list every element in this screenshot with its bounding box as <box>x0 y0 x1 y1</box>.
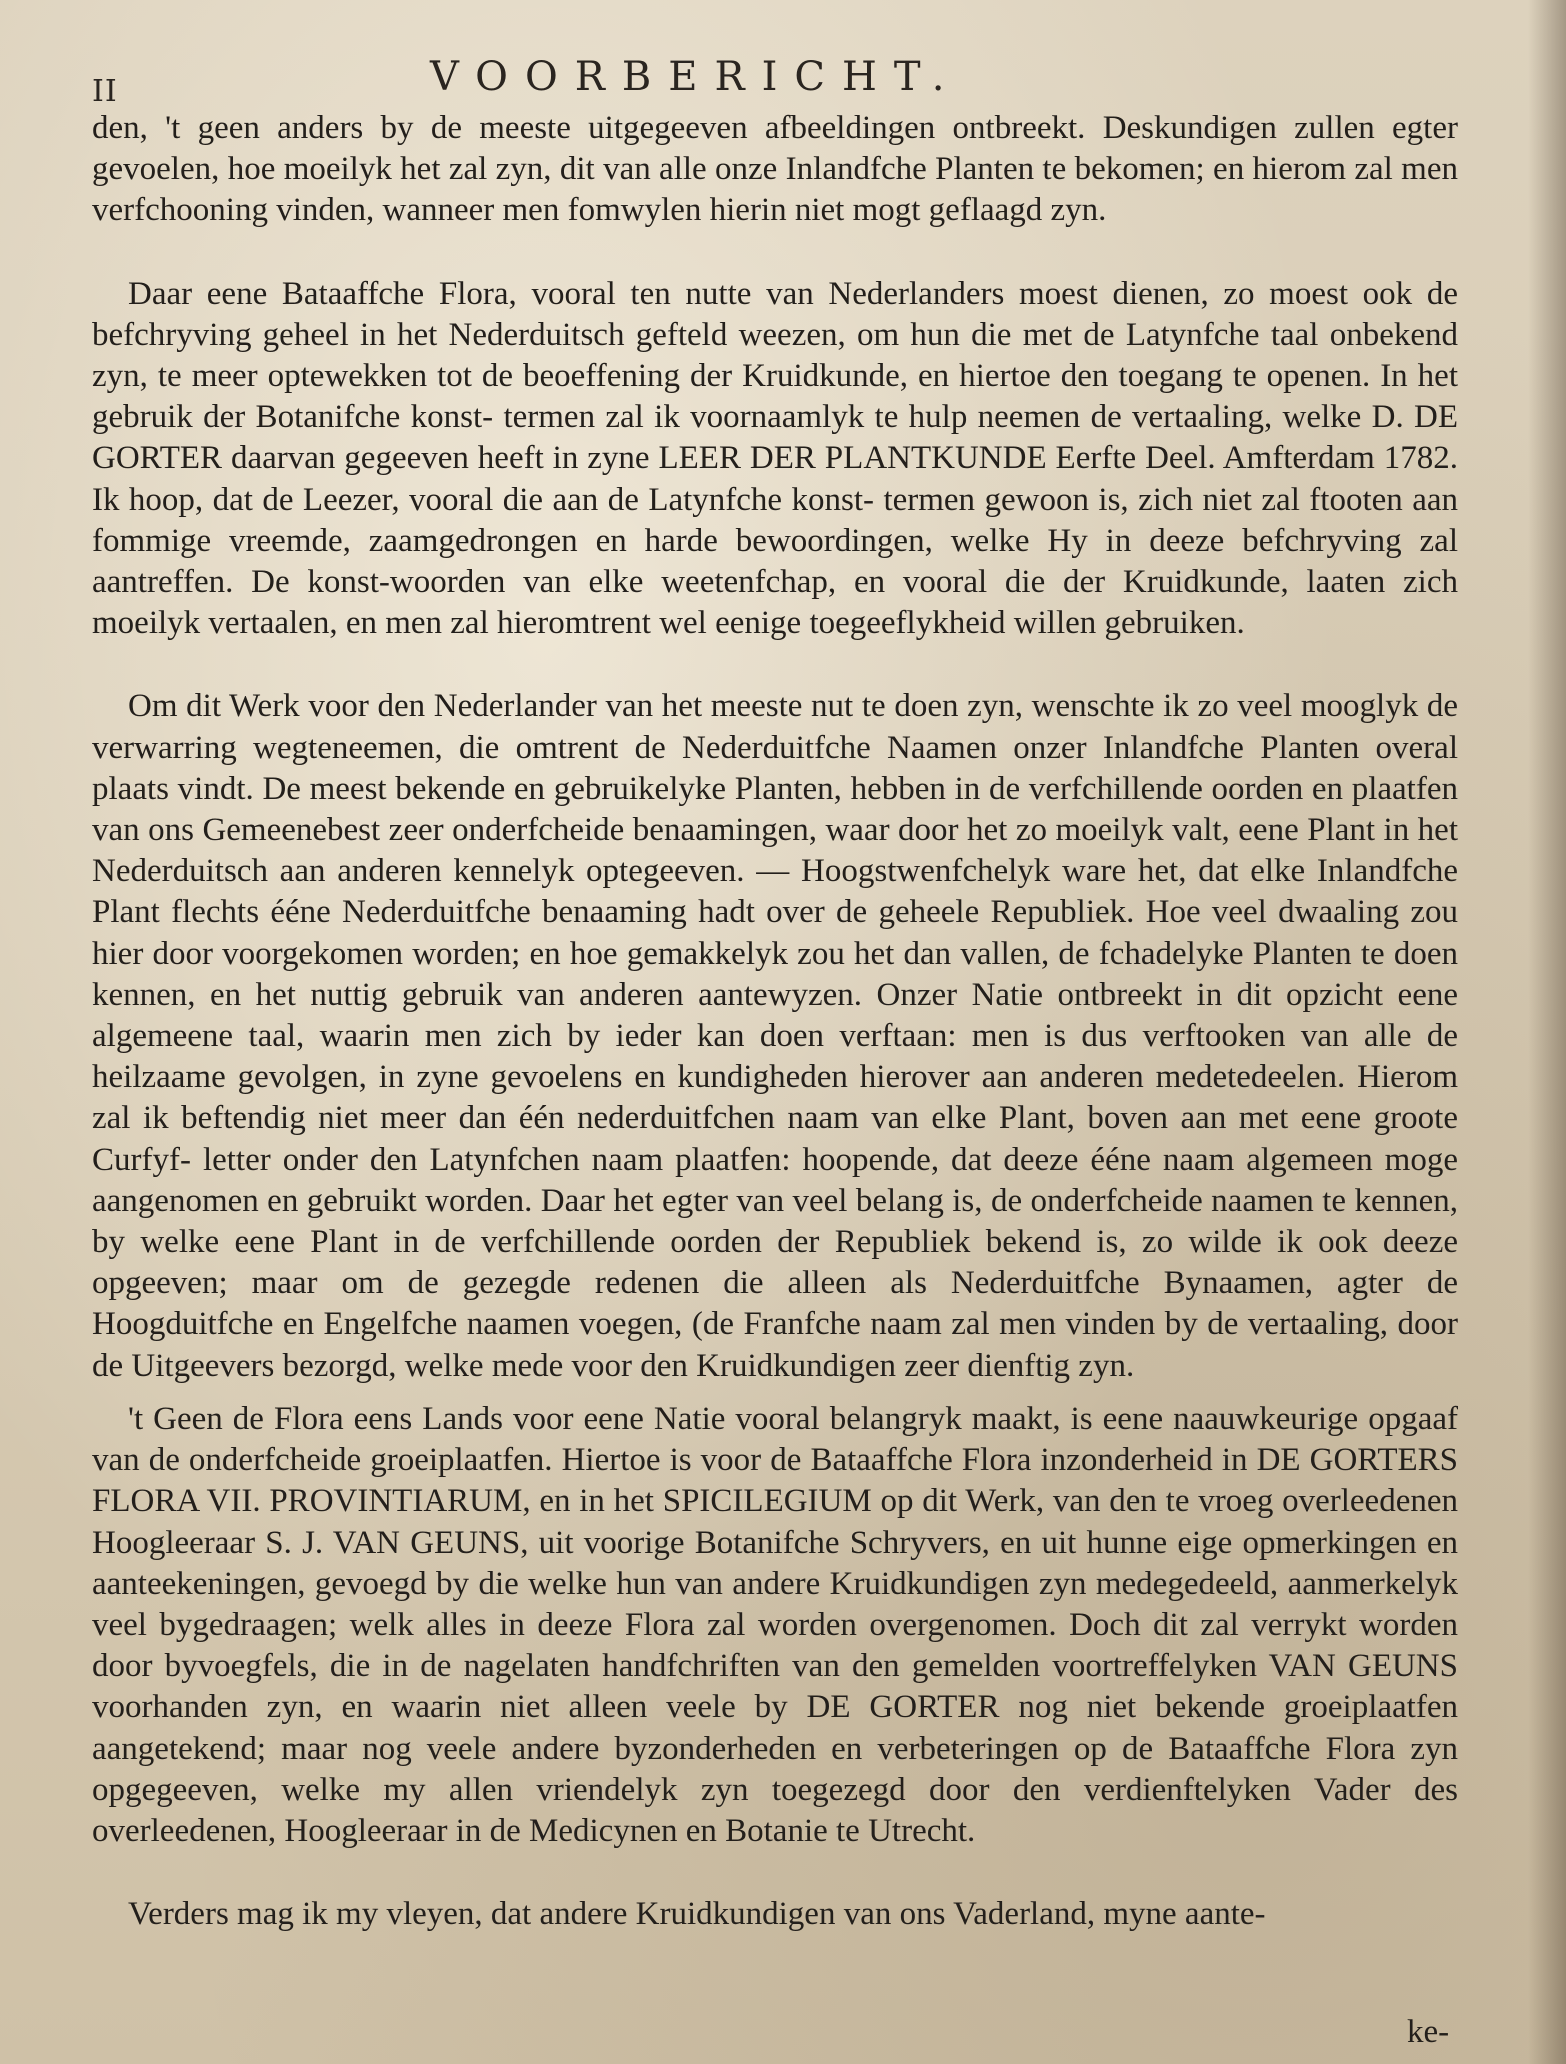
paragraph-spacer <box>92 232 1458 274</box>
paragraph-2: Daar eene Bataaffche Flora, vooral ten nutte van Nederlanders moest dienen, zo moest ook de befchryving geheel in het Nederduitsch gefteld weezen, om hun die met de Latynfche taal onbekend zyn, te meer optewekken tot de beoeffening der Kruidkunde, en hiertoe den toegang te openen. In het gebruik der Botanifche konst- termen zal ik voornaamlyk te hulp neemen de vertaaling, welke D. DE GORTER daarvan gegeeven heeft in zyne LEER DER PLANTKUNDE Eerfte Deel. Amfterdam 1782. Ik hoop, dat de Leezer, vooral die aan de Latynfche konst- termen gewoon is, zich niet zal ftooten aan fommige vreemde, zaamgedrongen en harde bewoordingen, welke Hy in deeze befchryving zal aantreffen. De konst-woorden van elke weetenfchap, en vooral die der Kruidkunde, laaten zich moeilyk vertaalen, en men zal hieromtrent wel eenige toegeeflykheid willen gebruiken. <box>92 275 1458 642</box>
paragraph-spacer <box>92 644 1458 686</box>
catchword: ke- <box>1407 2014 1450 2050</box>
running-head: VOORBERICHT. <box>430 54 962 100</box>
paragraph-1: den, 't geen anders by de meeste uitgegeeven afbeeldingen ontbreekt. Deskundigen zullen egter gevoelen, hoe moeilyk het zal zyn, dit van alle onze Inlandfche Planten te bekomen; en hierom zal men verfchooning vinden, wanneer men fomwylen hierin niet mogt geflaagd zyn. <box>92 110 1458 229</box>
paragraph-4: 't Geen de Flora eens Lands voor eene Natie vooral belangryk maakt, is eene naauwkeurige opgaaf van de onderfcheide groeiplaatfen. Hiertoe is voor de Bataaffche Flora inzonderheid in DE GORTERS FLORA VII. PROVINTIARUM, en in het SPICILEGIUM op dit Werk, van den te vroeg overleedenen Hoogleeraar S. J. VAN GEUNS, uit voorige Botanifche Schryvers, en uit hunne eige opmerkingen en aanteekeningen, gevoegd by die welke hun van andere Kruidkundigen zyn medegedeeld, aanmerkelyk veel bygedraagen; welk alles in deeze Flora zal worden overgenomen. Doch dit zal verrykt worden door byvoegfels, die in de nagelaten handfchriften van den gemelden voortreffelyken VAN GEUNS voorhanden zyn, en waarin niet alleen veele by DE GORTER nog niet bekende groeiplaatfen aangetekend; maar nog veele andere byzonderheden en verbeteringen op de Bataaffche Flora zyn opgegeeven, welke my allen vriendelyk zyn toegezegd door den verdienftelyken Vader des overleedenen, Hoogleeraar in de Medicynen en Botanie te Utrecht. <box>92 1400 1458 1849</box>
body-text <box>92 108 1458 1935</box>
paragraph-spacer <box>92 1852 1458 1894</box>
paragraph-spacer <box>92 1387 1458 1399</box>
page-edge-shadow <box>1528 0 1566 2064</box>
paragraph-5: Verders mag ik my vleyen, dat andere Kruidkundigen van ons Vaderland, myne aante- <box>128 1896 1266 1933</box>
page-number: II <box>92 74 118 109</box>
paragraph-3: Om dit Werk voor den Nederlander van het meeste nut te doen zyn, wenschte ik zo veel mooglyk de verwarring wegteneemen, die omtrent de Nederduitfche Naamen onzer Inlandfche Planten overal plaats vindt. De meest bekende en gebruikelyke Planten, hebben in de verfchillende oorden en plaatfen van ons Gemeenebest zeer onderfcheide benaamingen, waar door het zo moeilyk valt, eene Plant in het Nederduitsch aan anderen kennelyk optegeeven. — Hoogstwenfchelyk ware het, dat elke Inlandfche Plant flechts ééne Nederduitfche benaaming hadt over de geheele Republiek. Hoe veel dwaaling zou hier door voorgekomen worden; en hoe gemakkelyk zou het dan vallen, de fchadelyke Planten te doen kennen, en het nuttig gebruik van anderen aantewyzen. Onzer Natie ontbreekt in dit opzicht eene algemeene taal, waarin men zich by ieder kan doen verftaan: men is dus verftooken van alle de heilzaame gevolgen, in zyne gevoelens en kundigheden hierover aan anderen medetedeelen. Hierom zal ik beftendig niet meer dan één nederduitfchen naam van elke Plant, boven aan met eene groote Curfyf- letter onder den Latynfchen naam plaatfen: hoopende, dat deeze ééne naam algemeen moge aangenomen en gebruikt worden. Daar het egter van veel belang is, de onderfcheide naamen te kennen, by welke eene Plant in de verfchillende oorden der Republiek bekend is, zo wilde ik ook deeze opgeeven; maar om de gezegde redenen die alleen als Nederduitfche Bynaamen, agter de Hoogduitfche en Engelfche naamen voegen, (de Franfche naam zal men vinden by de vertaaling, door de Uitgeevers bezorgd, welke mede voor den Kruidkundigen zeer dienftig zyn. <box>92 688 1458 1384</box>
